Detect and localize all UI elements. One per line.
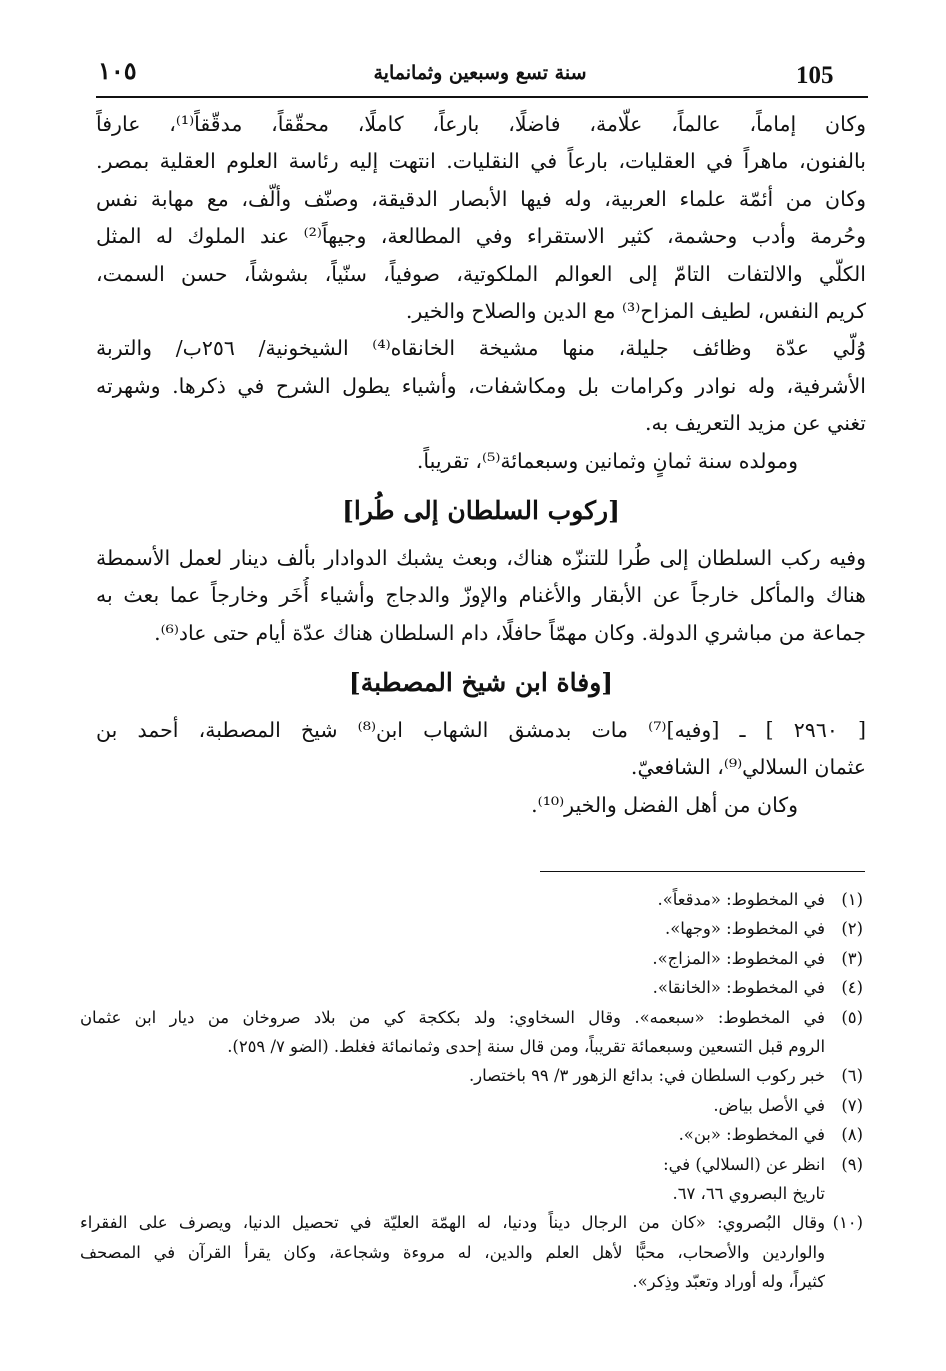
- text-line: وحُرمة وأدب وحشمة، كثير الاستقراء وفي المطالعة، وجيهاً⁽²⁾ عند الملوك له المثل: [96, 224, 866, 249]
- footnote-text: في المخطوط: «المزاج».: [652, 948, 825, 968]
- text-line: وُلّي عدّة وظائف جليلة، منها مشيخة الخانقاه⁽⁴⁾ الشيخونية/ ٢٥٦ب/ والتربة: [96, 336, 866, 361]
- text-line: وكان من أهل الفضل والخير⁽¹⁰⁾.: [531, 792, 798, 817]
- text-line: الكلّي والالتفات التامّ إلى العوالم الملكوتية، صوفياً، سنّياً، بشوشاً، حسن السمت،: [96, 261, 866, 286]
- footnote-number: (٤): [841, 978, 863, 998]
- footnote: [80, 914, 863, 943]
- footnote: [80, 1003, 863, 1062]
- footnote-number: (٦): [841, 1066, 863, 1086]
- footnote-text: في المخطوط: «بن».: [678, 1125, 825, 1145]
- footnote-text: في المخطوط: «وجها».: [665, 919, 825, 939]
- text-line: جماعة من مباشري الدولة. وكان مهمّاً حافلًا، دام السلطان هناك عدّة أيام حتى عاد⁽⁶⁾.: [154, 620, 866, 645]
- footnote-number: (٧): [841, 1095, 863, 1115]
- running-title: سنة تسع وسبعين وثمانماية: [373, 62, 587, 84]
- footnote-text: في المخطوط: «الخانقا».: [652, 978, 825, 998]
- text-line: وكان إماماً، عالماً، علّامة، فاضلًا، بارعاً، كاملًا، محقّقاً، مدقّقاً⁽¹⁾، عارفاً: [96, 112, 866, 136]
- page-number-arabic: ١٠٥: [98, 56, 137, 85]
- footnote: [80, 1091, 863, 1120]
- footnote-text: الروم قبل التسعين وسبعمائة تقريباً، ومن قال سنة إحدى وثمانمائة فغلط. (الضو ٧/ ٢٥٩).: [227, 1037, 825, 1057]
- footnote-number: (١٠): [832, 1213, 863, 1233]
- text-line: وفيه ركب السلطان إلى طُرا للتنزّه هناك، وبعث يشبك الدوادار بألف دينار لعمل الأسمطة: [96, 545, 866, 570]
- section-heading: [ركوب السلطان إلى طُرا]: [342, 495, 620, 525]
- text-line: ومولده سنة ثمانٍ وثمانين وسبعمائة⁽⁵⁾، تقريباً.: [416, 448, 798, 473]
- footnote-number: (٨): [841, 1125, 863, 1145]
- footnote-text: تاريخ البصروي ٦٦، ٦٧.: [672, 1184, 825, 1204]
- footnote: [80, 1120, 863, 1149]
- text-line: هناك والمأكل خارجاً عن الأبقار والأغنام والإوزّ والدجاج وأشياء أُخَر وخارجاً عما بعث به: [96, 583, 866, 608]
- header-rule: [96, 96, 868, 98]
- footnote-number: (٩): [841, 1154, 863, 1174]
- footnote-text: انظر عن (السلالي) في:: [663, 1154, 825, 1174]
- footnote-text: في الأصل بياض.: [713, 1095, 825, 1115]
- footnote-text: كثيراً، وله أوراد وتعبّد وذِكر».: [632, 1272, 825, 1292]
- text-line: [ ٢٩٦٠ ] ـ [وفيه]⁽⁷⁾ مات بدمشق الشهاب ابن⁽⁸⁾ شيخ المصطبة، أحمد بن: [96, 718, 866, 743]
- footnote: [80, 1061, 863, 1090]
- footnote: [80, 973, 863, 1002]
- footnote: [80, 1208, 863, 1296]
- footnote: [80, 944, 863, 973]
- text-line: تغني عن مزيد التعريف به.: [645, 411, 866, 436]
- footnote-number: (٢): [841, 919, 863, 939]
- main-text: [96, 106, 866, 824]
- footnote-separator: [540, 871, 865, 872]
- text-line: بالفنون، ماهراً في العقليات، بارعاً في النقليات. انتهت إليه رئاسة العلوم العقلية بمصر.: [96, 149, 866, 174]
- footnote-text: والواردين والأصحاب، محبًّا لأهل العلم والدين، له مروءة وشجاعة، وكان يقرأ القرآن في المصحف: [80, 1242, 825, 1262]
- footnote-number: (٣): [841, 948, 863, 968]
- footnote-number: (٥): [841, 1007, 863, 1027]
- footnote-text: خبر ركوب السلطان في: بدائع الزهور ٣/ ٩٩ باختصار.: [468, 1066, 825, 1086]
- text-line: كريم النفس، لطيف المزاح⁽³⁾ مع الدين والصلاح والخير.: [405, 298, 866, 323]
- text-line: عثمان السلالي⁽⁹⁾، الشافعيّ.: [630, 755, 866, 780]
- footnote: [80, 885, 863, 914]
- section-heading: [وفاة ابن شيخ المصطبة]: [348, 668, 614, 698]
- footnote-text: وقال البُصروي: «كان من الرجال ديناً ودنيا، له الهمّة العليّة في تحصيل الدنيا، ويصرف على الفقراء: [80, 1213, 825, 1233]
- footnote-text: في المخطوط: «مدقعاً».: [657, 890, 825, 909]
- footnote-text: في المخطوط: «سبعمه». وقال السخاوي: ولد بككجة كي من بلاد صروخان من ديار ابن عثمان: [80, 1007, 825, 1027]
- page-number-latin: 105: [796, 62, 834, 89]
- footnote-number: (١): [841, 890, 863, 909]
- footnote: [80, 1150, 863, 1209]
- text-line: وكان من أئمّة علماء العربية، وله فيها الأبصار الدقيقة، وصنّف وألّف، مع مهابة نفس: [96, 186, 866, 211]
- text-line: الأشرفية، وله نوادر وكرامات بل ومكاشفات، وأشياء يطول الشرح في ذكرها. وشهرته: [96, 373, 866, 398]
- footnotes: [80, 885, 863, 1297]
